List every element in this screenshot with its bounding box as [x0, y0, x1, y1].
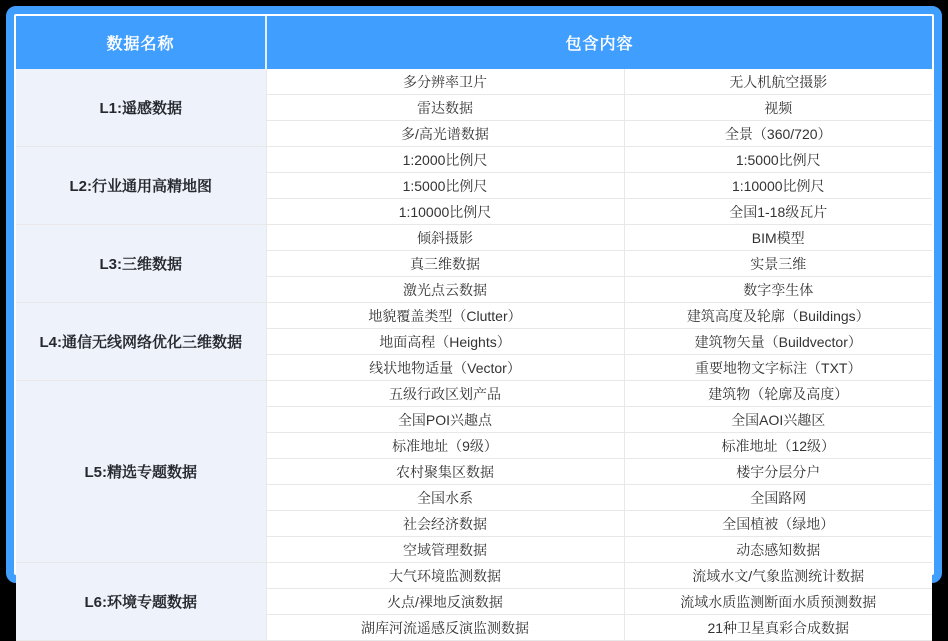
category-cell: L3:三维数据 [16, 225, 266, 303]
content-cell: 流域水文/气象监测统计数据 [624, 563, 932, 589]
content-cell: 建筑物（轮廓及高度） [624, 381, 932, 407]
content-cell: 全国路网 [624, 485, 932, 511]
table-row [16, 303, 932, 329]
content-cell: 楼宇分层分户 [624, 459, 932, 485]
category-cell: L4:通信无线网络优化三维数据 [16, 303, 266, 381]
content-cell: 倾斜摄影 [266, 225, 624, 251]
content-cell: 全国植被（绿地） [624, 511, 932, 537]
content-cell: 流域水质监测断面水质预测数据 [624, 589, 932, 615]
data-table-card [6, 6, 942, 583]
content-cell: 真三维数据 [266, 251, 624, 277]
content-cell: 全国POI兴趣点 [266, 407, 624, 433]
table-row [16, 225, 932, 251]
table-row [16, 381, 932, 407]
content-cell: 地貌覆盖类型（Clutter） [266, 303, 624, 329]
content-cell: 全国1-18级瓦片 [624, 199, 932, 225]
content-cell: 建筑高度及轮廓（Buildings） [624, 303, 932, 329]
content-cell: 五级行政区划产品 [266, 381, 624, 407]
category-cell: L5:精选专题数据 [16, 381, 266, 563]
content-cell: 大气环境监测数据 [266, 563, 624, 589]
data-catalog-table [16, 16, 932, 641]
content-cell: 社会经济数据 [266, 511, 624, 537]
column-header-data-name: 数据名称 [16, 16, 266, 69]
category-cell: L1:遥感数据 [16, 69, 266, 147]
content-cell: 重要地物文字标注（TXT） [624, 355, 932, 381]
table-row [16, 147, 932, 173]
content-cell: 21种卫星真彩合成数据 [624, 615, 932, 641]
content-cell: 无人机航空摄影 [624, 69, 932, 95]
content-cell: 多分辨率卫片 [266, 69, 624, 95]
content-cell: 激光点云数据 [266, 277, 624, 303]
content-cell: 1:10000比例尺 [266, 199, 624, 225]
content-cell: 全国水系 [266, 485, 624, 511]
content-cell: 1:10000比例尺 [624, 173, 932, 199]
table-row [16, 69, 932, 95]
content-cell: 全景（360/720） [624, 121, 932, 147]
content-cell: 视频 [624, 95, 932, 121]
content-cell: 湖库河流遥感反演监测数据 [266, 615, 624, 641]
content-cell: 线状地物适量（Vector） [266, 355, 624, 381]
content-cell: 标准地址（12级） [624, 433, 932, 459]
content-cell: 农村聚集区数据 [266, 459, 624, 485]
content-cell: 建筑物矢量（Buildvector） [624, 329, 932, 355]
header-row [16, 16, 932, 69]
content-cell: 雷达数据 [266, 95, 624, 121]
category-cell: L6:环境专题数据 [16, 563, 266, 641]
table-row [16, 563, 932, 589]
content-cell: 地面高程（Heights） [266, 329, 624, 355]
content-cell: 数字孪生体 [624, 277, 932, 303]
content-cell: 动态感知数据 [624, 537, 932, 563]
content-cell: 空域管理数据 [266, 537, 624, 563]
content-cell: 多/高光谱数据 [266, 121, 624, 147]
content-cell: 标准地址（9级） [266, 433, 624, 459]
category-cell: L2:行业通用高精地图 [16, 147, 266, 225]
content-cell: 火点/裸地反演数据 [266, 589, 624, 615]
content-cell: 1:2000比例尺 [266, 147, 624, 173]
content-cell: 1:5000比例尺 [266, 173, 624, 199]
content-cell: 1:5000比例尺 [624, 147, 932, 173]
column-header-content: 包含内容 [266, 16, 932, 69]
content-cell: 全国AOI兴趣区 [624, 407, 932, 433]
content-cell: BIM模型 [624, 225, 932, 251]
content-cell: 实景三维 [624, 251, 932, 277]
